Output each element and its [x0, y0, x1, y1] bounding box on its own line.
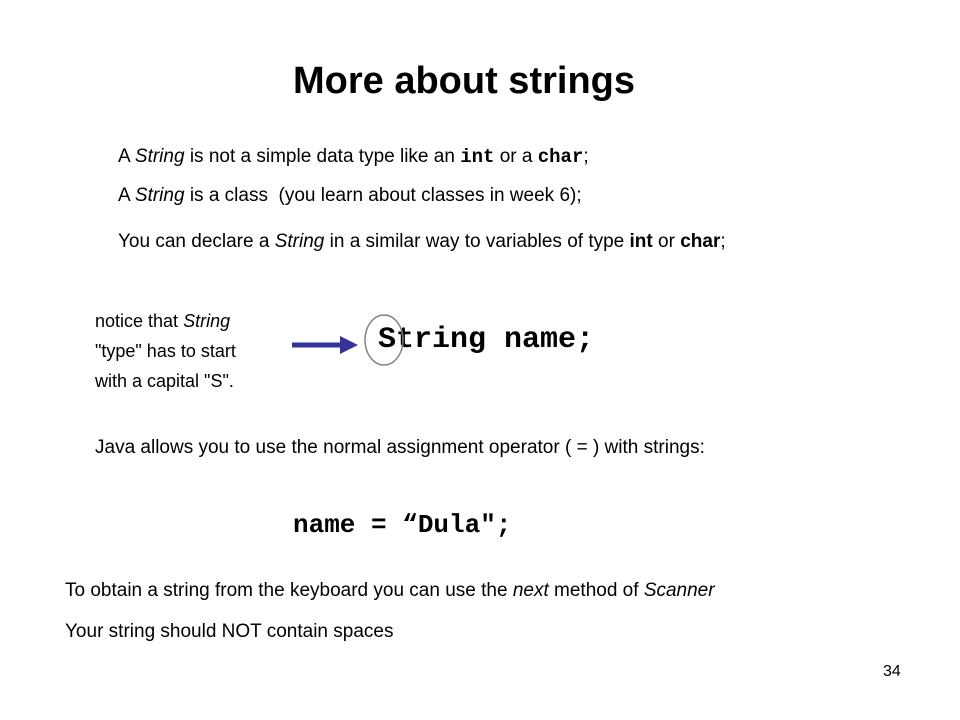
note-line-1: [95, 306, 236, 336]
highlight-ellipse: [363, 313, 405, 367]
intro-line-1: [118, 145, 589, 169]
page-number: 34: [883, 663, 901, 680]
note-line-3: with a capital "S".: [95, 371, 234, 391]
text-segment: To obtain a string from the keyboard you can use the: [65, 580, 513, 601]
text-segment: in a similar way to variables of type: [324, 231, 630, 252]
text-segment: method of: [548, 580, 644, 601]
text-segment: is a class (you learn about classes in week 6);: [184, 185, 582, 206]
note-line-2: "type" has to start: [95, 341, 236, 361]
intro-line-2: [118, 184, 582, 208]
text-segment: notice that: [95, 311, 184, 331]
char-keyword: char: [680, 231, 721, 252]
text-segment: You can declare a: [118, 231, 275, 252]
assignment-intro: Java allows you to use the normal assignment operator ( = ) with strings:: [95, 437, 705, 458]
right-arrow-icon: [292, 330, 360, 360]
text-segment: A: [118, 146, 135, 167]
slide-title: More about strings: [292, 60, 636, 102]
keyboard-line-2: Your string should NOT contain spaces: [65, 621, 394, 642]
int-keyword: int: [629, 231, 653, 252]
string-term: String: [183, 311, 231, 331]
text-segment: ;: [583, 146, 589, 167]
string-term: String: [274, 231, 325, 252]
scanner-term: Scanner: [643, 580, 715, 601]
int-keyword: int: [460, 146, 495, 168]
text-segment: is not a simple data type like an: [184, 146, 461, 167]
keyboard-line-1: [65, 579, 715, 603]
text-segment: or a: [494, 146, 538, 167]
string-declaration-code: String name;: [378, 323, 595, 357]
intro-line-3: [118, 230, 726, 254]
assignment-code: name = “Dula";: [293, 510, 512, 540]
next-method-term: next: [512, 580, 549, 601]
string-term: String: [134, 146, 185, 167]
char-keyword: char: [537, 146, 584, 168]
capital-s-note: [95, 306, 236, 396]
text-segment: or: [652, 231, 681, 252]
text-segment: A: [118, 185, 135, 206]
string-term: String: [134, 185, 185, 206]
text-segment: ;: [720, 231, 726, 252]
